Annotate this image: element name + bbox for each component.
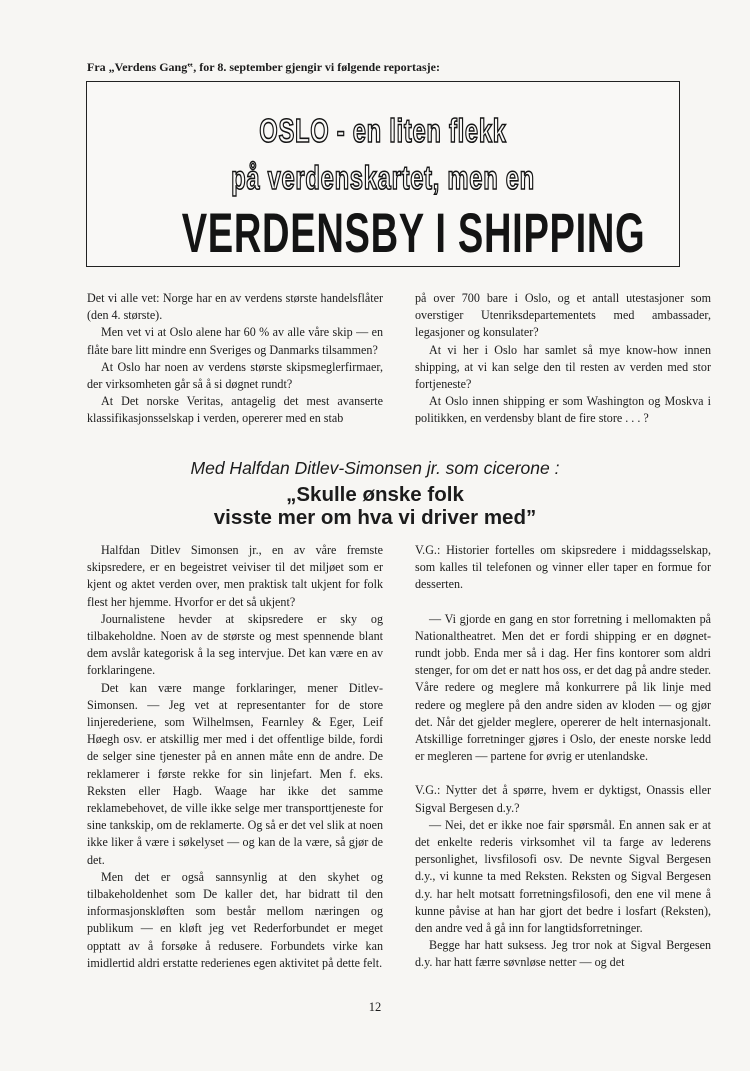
interview-paragraph: Journalistene hevder at skipsredere er sky og tilbakeholdne. Noen av de største og mest spennende blant dem avslår kategorisk å la seg intervjue. Det kan være en av forklaringene. [87,611,383,678]
interview-paragraph: V.G.: Nytter det å spørre, hvem er dyktigst, Onassis eller Sigval Bergesen d.y.? [415,783,711,815]
interview-paragraph: Halfdan Ditlev Simonsen jr., en av våre fremste skipsredere, er en begeistret veiviser til det miljøet som er kjent og aktet verden over, men praktisk talt ukjent for folk flest her hjemme. Hvorfor er det så ukjent? [87,543,383,609]
interview-paragraph: Begge har hatt suksess. Jeg tror nok at Sigval Bergesen d.y. har hatt færre søvnløse netter — og det [415,938,711,970]
page-number: 12 [368,1000,382,1014]
headline-line-3: VERDENSBY I SHIPPING [181,201,646,264]
headline-box [86,81,680,267]
intro-line: Fra „Verdens Gang‟, for 8. september gjengir vi følgende reportasje: [87,60,440,74]
interview-column-2 [415,542,711,972]
quote-headline-line-1: „Skulle ønske folk [286,483,464,506]
lead-paragraph: At Oslo innen shipping er som Washington og Moskva i politikken, en verdensby blant de fire store . . . ? [415,394,711,426]
quote-headline-line-2: visste mer om hva vi driver med” [213,506,537,529]
interview-paragraph: V.G.: Historier fortelles om skipsredere i middagsselskap, som kalles til telefonen og vinner eller taper en formue for desserten. [415,543,711,592]
lead-paragraph: Men vet vi at Oslo alene har 60 % av alle våre skip — en flåte bare litt mindre enn Sveriges og Danmarks tilsammen? [87,325,383,357]
interview-column-1 [87,542,383,972]
lead-paragraph: på over 700 bare i Oslo, og et antall utestasjoner som overstiger Utenriksdepartementets med ambassader, legasjoner og konsulater? [415,291,711,340]
interview-paragraph: — Vi gjorde en gang en stor forretning i mellomakten på Nationaltheatret. Men det er fordi shipping er en døgnet-rundt jobb. Enda mer så i dag. Her fins kontorer som aldri stenger, for om det er natt hos oss, er det dag på andre steder. Våre redere og meglere må konkurrere på lik linje med redere og meglere på den andre siden av kloden — og gjør det. Når det gjelder meglere, opererer de helt internasjonalt. Atskillige forretninger gjøres i Oslo, der eneste norske ledd er megleren — partene for øvrig er utenlandske. [415,611,711,764]
lead-paragraph: At Oslo har noen av verdens største skipsmeglerfirmaer, der virksomheten går så å si døgnet rundt? [87,359,383,392]
interview-paragraph: Men det er også sannsynlig at den skyhet og tilbakeholdenhet som De kaller det, har bidratt til den informasjonskløften som består mellom næringen og publikum — en kløft jeg vet Rederforbundet er meget opptatt av å forsøke å redusere. Forbundets virke kan imidlertid aldri erstatte rederienes egen aktivitet på dette felt. [87,869,383,970]
interview-paragraph: Det kan være mange forklaringer, mener Ditlev-Simonsen. — Jeg vet at representanter for de store linjerederiene, som Wilhelmsen, Fearnley & Eger, Leif Høegh osv. er atskillig mer med i det offentlige bilde, fordi de selger sine tjenester på en annen måte enn de andre. De reklamerer i første rekke for sin linjefart. Men f. eks. Reksten eller Hagb. Waage har ikke det samme reklamebehovet, de ville ikke selge mer transporttjeneste for sine tankskip, om de reklamerte. Og så er det vel slik at noen ikke liker å være i søkelyset — og kan de la være, så gjør de det. [87,680,383,867]
lead-paragraph: At Det norske Veritas, antagelig det mest avanserte klassifikasjonsselskap i verden, opererer med en stab [87,394,383,426]
lead-paragraph: At vi her i Oslo har samlet så mye know-how innen shipping, at vi kan selge den til resten av verden med stor fortjeneste? [415,342,711,392]
headline-line-1: OSLO - en liten flekk [259,112,507,149]
lead-column-2 [415,290,711,428]
lead-paragraph: Det vi alle vet: Norge har en av verdens største handelsflåter (den 4. største). [87,291,383,323]
lead-column-1 [87,290,383,428]
interview-paragraph: — Nei, det er ikke noe fair spørsmål. En annen sak er at det enkelte rederis virksomhet vil ta farge av lederens personlighet, livsfilosofi osv. De nevnte Sigval Bergesen d.y., vi kunne ta med Reksten. Reksten og Sigval Bergesen d.y. har helt motsatt forretningsfilosofi, den ene vil mene å kunne påvise at han har gjort det bedre i losfart (Reksten), den andre ved å gå inn for langtidsforretninger. [415,817,711,936]
subheading: Med Halfdan Ditlev-Simonsen jr. som cicerone : [190,458,560,478]
headline-line-2: på verdenskartet, men en [231,159,535,196]
